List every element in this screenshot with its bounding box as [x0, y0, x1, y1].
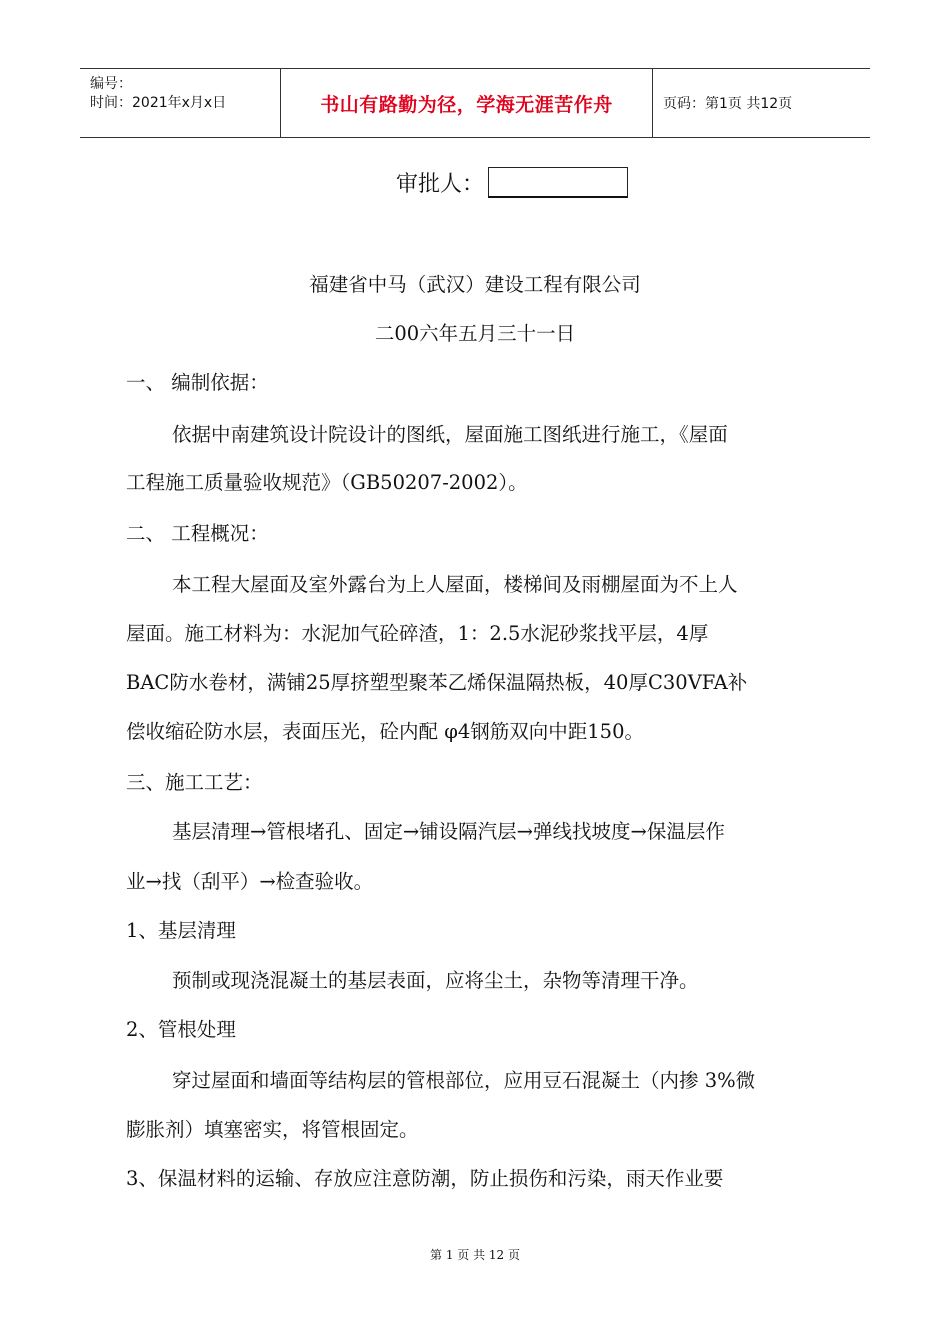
- paragraph-line: 业→找（刮平）→检查验收。: [126, 870, 374, 893]
- page-header: [80, 68, 870, 138]
- document-date: 二00六年五月三十一日: [374, 322, 576, 345]
- page-footer: 第 1 页 共 12 页: [430, 1248, 520, 1262]
- paragraph-line: 3、保温材料的运输、存放应注意防潮，防止损伤和污染，雨天作业要: [126, 1167, 724, 1190]
- paragraph-line: 偿收缩砼防水层，表面压光，砼内配 φ4钢筋双向中距150。: [126, 720, 644, 743]
- approver-label: 审批人：: [396, 171, 485, 197]
- paragraph-line: 膨胀剂）填塞密实，将管根固定。: [126, 1118, 419, 1141]
- section-heading-process: 三、施工工艺：: [126, 771, 263, 794]
- paragraph-line: 穿过屋面和墙面等结构层的管根部位，应用豆石混凝土（内掺 3%微: [172, 1069, 756, 1092]
- header-page-info: 页码：第1页 共12页: [663, 96, 793, 112]
- paragraph-line: 本工程大屋面及室外露台为上人屋面，楼梯间及雨棚屋面为不上人: [172, 573, 738, 596]
- section-heading-overview: 二、 工程概况：: [126, 522, 269, 545]
- header-time-label: 时间：2021年x月x日: [90, 95, 227, 111]
- subsection-heading: 1、基层清理: [126, 919, 236, 942]
- header-number-label: 编号：: [90, 76, 132, 92]
- subsection-heading: 2、管根处理: [126, 1018, 236, 1041]
- paragraph-line: 工程施工质量验收规范》（GB50207-2002）。: [126, 471, 528, 494]
- section-heading-basis: 一、 编制依据：: [126, 371, 269, 394]
- paragraph-line: 预制或现浇混凝土的基层表面，应将尘土，杂物等清理干净。: [172, 969, 699, 992]
- paragraph-line: 依据中南建筑设计院设计的图纸，屋面施工图纸进行施工，《屋面: [172, 423, 728, 446]
- paragraph-line: 屋面。施工材料为：水泥加气砼碎渣，1：2.5水泥砂浆找平层，4厚: [126, 622, 709, 645]
- paragraph-line: 基层清理→管根堵孔、固定→铺设隔汽层→弹线找坡度→保温层作: [172, 820, 725, 843]
- approver-field: [396, 166, 628, 198]
- approver-signature-box[interactable]: [488, 167, 628, 198]
- paragraph-line: BAC防水卷材，满铺25厚挤塑型聚苯乙烯保温隔热板，40厚C30VFA补: [126, 671, 748, 694]
- company-name: 福建省中马（武汉）建设工程有限公司: [309, 273, 641, 296]
- header-meta-cell: [80, 69, 281, 137]
- header-motto: 书山有路勤为径，学海无涯苦作舟: [281, 69, 653, 137]
